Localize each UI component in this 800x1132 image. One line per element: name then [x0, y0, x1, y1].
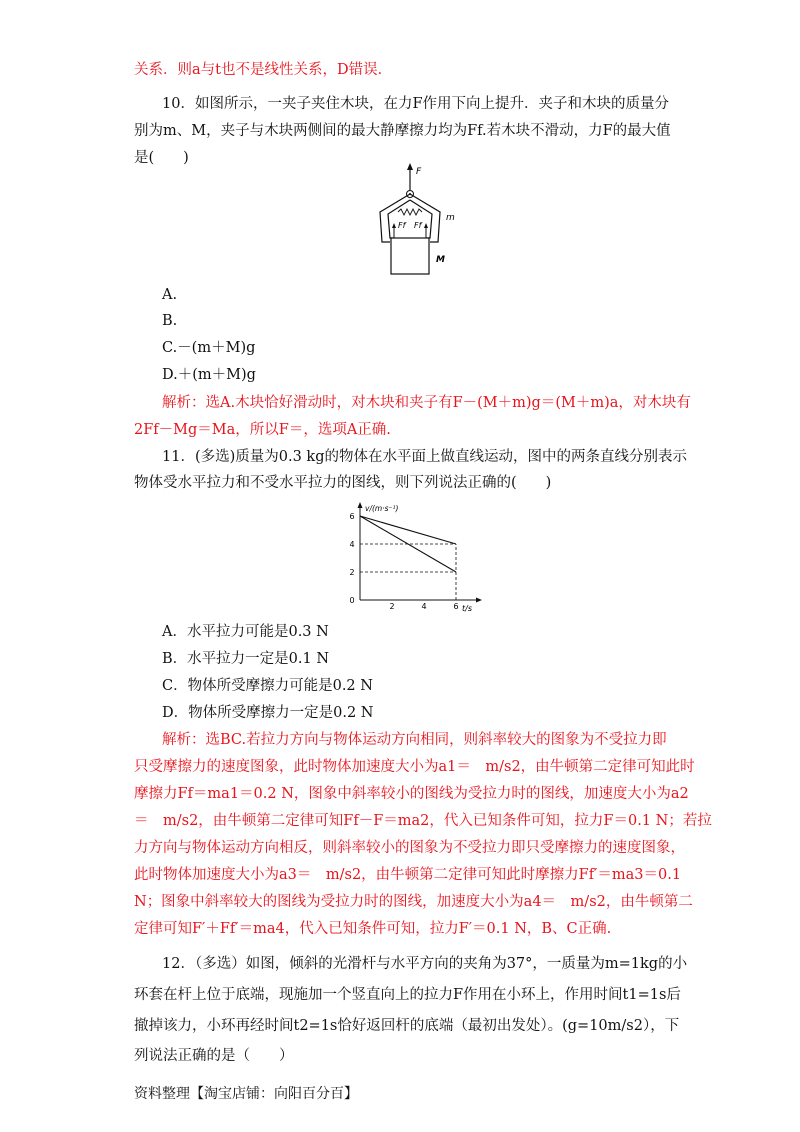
velocity-time-chart — [340, 500, 490, 616]
question-12-line-2: 环套在杆上位于底端，现施加一个竖直向上的拉力F作用在小环上，作用时间t1=1s后 — [134, 987, 681, 1003]
x-tick-6: 6 — [453, 602, 459, 611]
q10-answer-line-2: 2Ff－Mg＝Ma，所以F＝，选项A正确. — [134, 422, 391, 438]
q11-answer-line-1: 解析：选BC.若拉力方向与物体运动方向相同，则斜率较大的图象为不受拉力即 — [162, 732, 667, 748]
q11-option-c: C．物体所受摩擦力可能是0.2 N — [162, 678, 373, 694]
q10-option-b: B. — [162, 313, 178, 329]
q11-answer-line-5: 力方向与物体运动方向相反，则斜率较小的图象为不受拉力即只受摩擦力的速度图象， — [134, 840, 685, 856]
y-axis-label: v/(m·s⁻¹) — [365, 504, 399, 513]
q11-answer-line-8: 定律可知F′＋Ff′＝ma4，代入已知条件可知，拉力F′＝0.1 N，B、C正确. — [134, 921, 612, 937]
q11-option-a: A．水平拉力可能是0.3 N — [162, 624, 329, 640]
q11-answer-line-3: 摩擦力Ff＝ma1＝0.2 N，图象中斜率较小的图线为受拉力时的图线，加速度大小为a2 — [134, 786, 689, 802]
q11-option-b: B．水平拉力一定是0.1 N — [162, 651, 330, 667]
q10-option-d: D.＋(m＋M)g — [162, 367, 256, 383]
friction-label-left: Ff — [398, 221, 406, 230]
question-11-line-2: 物体受水平拉力和不受水平拉力的图线，则下列说法正确的( ) — [134, 475, 552, 491]
y-tick-2: 2 — [349, 568, 355, 577]
force-label-F: F — [416, 167, 422, 177]
series-line-0 — [360, 516, 456, 544]
q11-answer-line-4: ＝ m/s2，由牛顿第二定律可知Ff－F＝ma2，代入已知条件可知，拉力F＝0.1 N；若拉 — [134, 813, 712, 829]
y-tick-4: 4 — [349, 540, 355, 549]
question-10-line-3: 是( ) — [134, 150, 189, 166]
y-tick-6: 6 — [349, 512, 355, 521]
question-12-line-3: 撤掉该力，小环再经时间t2=1s恰好返回杆的底端（最初出发处）。(g=10m/s2），下 — [134, 1018, 680, 1034]
q11-answer-line-6: 此时物体加速度大小为a3＝ m/s2，由牛顿第二定律可知此时摩擦力Ff′＝ma3＝0.1 — [134, 867, 682, 883]
q11-option-d: D．物体所受摩擦力一定是0.2 N — [162, 705, 374, 721]
answer-continuation: 关系．则a与t也不是线性关系，D错误． — [134, 62, 393, 78]
x-tick-2: 2 — [389, 602, 395, 611]
y-tick-0: 0 — [349, 596, 355, 605]
q10-answer-line-1: 解析：选A.木块恰好滑动时，对木块和夹子有F－(M＋m)g＝(M＋m)a，对木块有 — [162, 395, 691, 411]
block-label-M: M — [436, 255, 445, 265]
clamp-diagram — [360, 162, 470, 280]
footer-source: 资料整理【淘宝店铺：向阳百分百】 — [134, 1086, 358, 1102]
question-12-line-4: 列说法正确的是（ ） — [134, 1048, 294, 1064]
q10-option-c: C.－(m＋M)g — [162, 340, 256, 356]
q11-answer-line-2: 只受摩擦力的速度图象，此时物体加速度大小为a1＝ m/s2，由牛顿第二定律可知此时 — [134, 759, 695, 775]
friction-label-right: Ff — [414, 221, 422, 230]
q10-option-a: A. — [162, 287, 178, 303]
x-axis-label: t/s — [462, 604, 472, 613]
question-10-line-1: 10．如图所示，一夹子夹住木块，在力F作用下向上提升．夹子和木块的质量分 — [162, 96, 670, 112]
question-12-line-1: 12．（多选）如图，倾斜的光滑杆与水平方向的夹角为37°，一质量为m=1kg的小 — [162, 956, 688, 972]
x-tick-4: 4 — [421, 602, 427, 611]
question-10-line-2: 别为m、M，夹子与木块两侧间的最大静摩擦力均为Ff.若木块不滑动，力F的最大值 — [134, 123, 671, 139]
clamp-label-m: m — [446, 213, 455, 223]
question-11-line-1: 11．(多选)质量为0.3 kg的物体在水平面上做直线运动，图中的两条直线分别表示 — [162, 449, 687, 465]
q11-answer-line-7: N；图象中斜率较大的图线为受拉力时的图线，加速度大小为a4＝ m/s2，由牛顿第二 — [134, 894, 693, 910]
